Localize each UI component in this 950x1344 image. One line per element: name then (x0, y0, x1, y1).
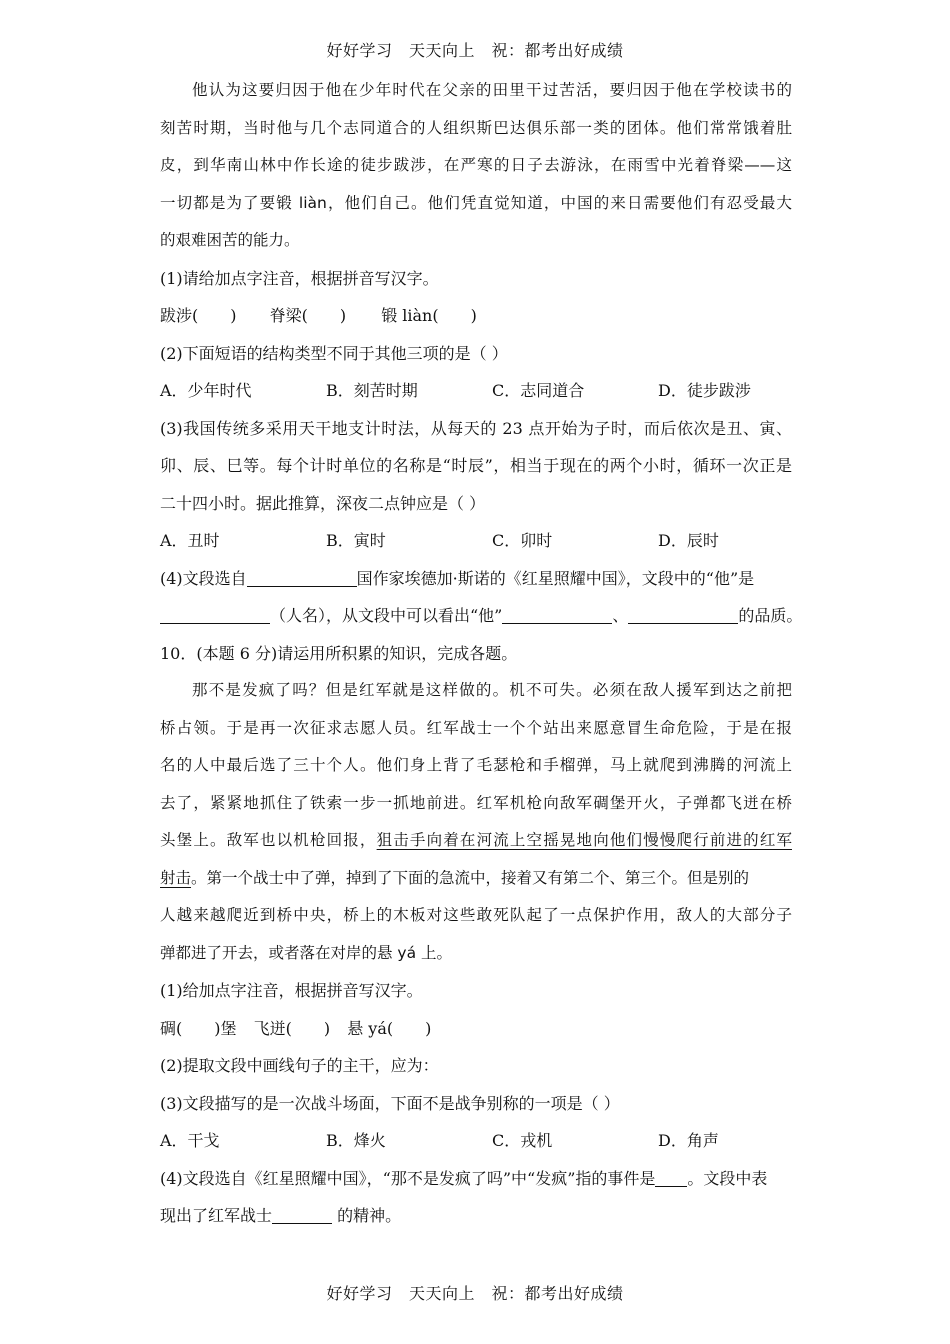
q10-passage-line: 人越来越爬近到桥中央，桥上的木板对这些敢死队起了一点保护作用，敌人的大部分子 (160, 906, 792, 924)
option-c[interactable]: C．志同道合 (492, 381, 585, 400)
q9-sub1-item: 脊梁( ) (269, 306, 347, 325)
q10-sub4-text: 的精神。 (332, 1206, 402, 1225)
q10-passage-line-underlined (160, 822, 792, 860)
option-b[interactable]: B．寅时 (326, 531, 386, 550)
q9-sub2-stem: (2)下面短语的结构类型不同于其他三项的是（ ） (160, 343, 508, 363)
q10-sub4-line2 (160, 1197, 792, 1235)
q10-sub4-text: 。文段中表 (687, 1168, 768, 1188)
page-content (160, 72, 803, 1235)
answer-blank[interactable] (160, 607, 270, 624)
option-b[interactable]: B．烽火 (326, 1131, 386, 1150)
q10-sub1-item: 飞迸( ) (253, 1018, 331, 1038)
q10-sub3-options (160, 1122, 792, 1160)
q9-sub1-item: 跋涉( ) (160, 306, 237, 325)
q10-passage-text: 。第一个战士中了弹，掉到了下面的急流中，接着又有第二个、第三个。但是别的 (191, 868, 750, 887)
option-a[interactable]: A．丑时 (160, 531, 220, 550)
q10-sub1-item: 碉( )堡 (160, 1018, 237, 1038)
q10-passage-line (160, 860, 792, 898)
q10-passage-line: 那不是发疯了吗？但是红军就是这样做的。机不可失。必须在敌人援军到达之前把 (192, 681, 792, 699)
q9-sub1-item: 锻 liàn( ) (381, 306, 477, 325)
q10-passage (160, 672, 792, 972)
q10-sub4-line1 (160, 1160, 792, 1198)
answer-blank[interactable] (628, 607, 738, 624)
option-d[interactable]: D．徒步跋涉 (658, 381, 751, 400)
q9-sub4-line1 (160, 560, 792, 598)
q9-sub4-text: 、 (612, 606, 629, 625)
underlined-sentence: 狙击手向着在河流上空摇晃地向他们慢慢爬行前进的红军 (376, 831, 792, 849)
option-c[interactable]: C．卯时 (492, 531, 553, 550)
option-b[interactable]: B．刻苦时期 (326, 381, 418, 400)
q9-sub4-text: 的品质。 (738, 606, 803, 625)
option-a[interactable]: A．干戈 (160, 1131, 220, 1150)
q9-sub1-items (160, 297, 792, 335)
q9-sub2-options (160, 372, 792, 410)
option-d[interactable]: D．辰时 (658, 531, 719, 550)
q10-sub1-stem: (1)给加点字注音，根据拼音写汉字。 (160, 981, 423, 1000)
q10-passage-line: 桥占领。于是再一次征求志愿人员。红军战士一个个站出来愿意冒生命危险，于是在报 (160, 718, 792, 737)
q10-passage-line: 名的人中最后选了三十个人。他们身上背了毛瑟枪和手榴弹，马上就爬到沸腾的河流上 (160, 756, 792, 774)
option-a[interactable]: A．少年时代 (160, 381, 252, 400)
q9-sub4-text: 国作家埃德加·斯诺的《红星照耀中国》，文段中的“他”是 (356, 568, 755, 588)
answer-blank[interactable] (655, 1170, 687, 1187)
q10-sub2-stem: (2)提取文段中画线句子的主干，应为： (160, 1056, 439, 1075)
q9-sub3-line: (3)我国传统多采用天干地支计时法，从每天的 23 点开始为子时，而后依次是丑、寅、 (160, 418, 792, 438)
q9-sub1-stem: (1)请给加点字注音，根据拼音写汉字。 (160, 268, 439, 288)
page-header: 好好学习 天天向上 祝：都考出好成绩 (326, 41, 624, 60)
q9-passage-line: 皮，到华南山林中作长途的徒步跋涉，在严寒的日子去游泳，在雨雪中光着脊梁——这 (160, 156, 792, 174)
q10-sub1-items (160, 1010, 792, 1048)
q10-passage-line: 弹都进了开去，或者落在对岸的悬 yá 上。 (160, 943, 453, 962)
q10-sub3-stem: (3)文段描写的是一次战斗场面，下面不是战争别称的一项是（ ） (160, 1093, 620, 1113)
q9-passage-line: 的艰难困苦的能力。 (160, 231, 300, 249)
answer-blank[interactable] (502, 607, 612, 624)
q9-sub3-options (160, 522, 792, 560)
option-c[interactable]: C．戎机 (492, 1131, 553, 1150)
underlined-sentence: 射击 (160, 868, 192, 887)
q9-sub4-text: （人名），从文段中可以看出“他” (270, 606, 503, 625)
q9-sub4-line2 (160, 597, 803, 635)
q10-sub4-text: 现出了红军战士 (160, 1206, 273, 1225)
answer-blank[interactable] (272, 1207, 332, 1224)
q9-passage (160, 72, 792, 260)
q10-passage-line: 去了，紧紧地抓住了铁索一步一抓地前进。红军机枪向敌军碉堡开火，子弹都飞迸在桥 (160, 793, 792, 812)
q9-sub4-text: (4)文段选自 (160, 568, 247, 588)
q9-passage-line: 一切都是为了要锻 liàn，他们自己。他们凭直觉知道，中国的来日需要他们有忍受最大 (160, 193, 792, 212)
q9-passage-line: 刻苦时期，当时他与几个志同道合的人组织斯巴达俱乐部一类的团体。他们常常饿着肚 (160, 118, 792, 137)
q10-sub4-text: (4)文段选自《红星照耀中国》，“那不是发疯了吗”中“发疯”指的事件是 (160, 1168, 656, 1188)
q9-sub3-line: 卯、辰、巳等。每个计时单位的名称是“时辰”，相当于现在的两个小时，循环一次正是 (160, 456, 792, 475)
q10-passage-text: 头堡上。敌军也以机枪回报， (160, 831, 377, 849)
q9-passage-line: 他认为这要归因于他在少年时代在父亲的田里干过苦活，要归因于他在学校读书的 (192, 81, 792, 99)
q10-sub1-item: 悬 yá( ) (347, 1018, 432, 1038)
answer-blank[interactable] (247, 570, 357, 587)
q10-title: 10．(本题 6 分)请运用所积累的知识，完成各题。 (160, 643, 518, 663)
page-footer: 好好学习 天天向上 祝：都考出好成绩 (326, 1284, 624, 1303)
q9-sub3-line: 二十四小时。据此推算，深夜二点钟应是（ ） (160, 493, 486, 513)
option-d[interactable]: D．角声 (658, 1131, 719, 1150)
